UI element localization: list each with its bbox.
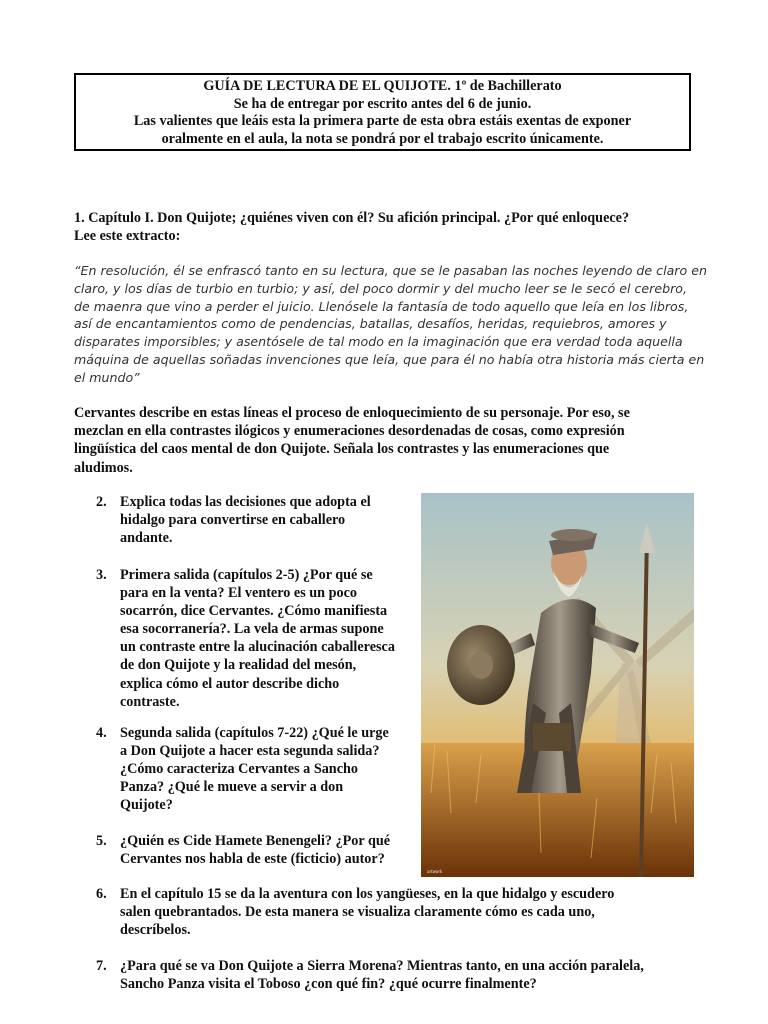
- quote-line: máquina de aquellas soñadas invenciones que leía, que para él no había otra historia más cierta en: [74, 351, 705, 367]
- item-line: contraste.: [120, 693, 180, 710]
- item-number: 4.: [96, 725, 107, 741]
- quote-line: de maenra que vino a perder el juicio. Llenósele la fantasía de todo aquello que leía en los libros,: [74, 298, 689, 314]
- item-number: 5.: [96, 833, 107, 849]
- item-line: ¿Quién es Cide Hamete Benengeli? ¿Por qué: [120, 833, 391, 849]
- item-line: de don Quijote y la realidad del mesón,: [120, 657, 357, 674]
- header-note-line2: oralmente en el aula, la nota se pondrá por el trabajo escrito únicamente.: [161, 130, 604, 147]
- item-line: En el capítulo 15 se da la aventura con los yangüeses, en la que hidalgo y escudero: [120, 886, 615, 902]
- item-number: 7.: [96, 958, 107, 974]
- svg-text:artwork: artwork: [427, 869, 443, 874]
- quote-line: claro, y los días de turbio en turbio; y así, del poco dormir y del mucho leer se le secó el cerebro,: [74, 280, 687, 296]
- item-line: ¿Para qué se va Don Quijote a Sierra Morena? Mientras tanto, en una acción paralela,: [120, 958, 644, 974]
- item-text: [120, 832, 390, 868]
- item-text: [120, 724, 389, 814]
- item-number: 2.: [96, 494, 107, 510]
- item-line: descríbelos.: [120, 922, 191, 939]
- quote-block: [74, 262, 707, 387]
- quote-line: así de encantamientos como de pendencias, batallas, desafíos, heridas, requiebros, amores y: [74, 316, 667, 332]
- item-line: esa socorranería?. La vela de armas supone: [120, 621, 384, 638]
- header-box: [74, 73, 691, 151]
- instructions-paragraph: [74, 404, 698, 477]
- paragraph-line: mezclan en ella contrastes ilógicos y enumeraciones desordenadas de cosas, como expresión: [74, 423, 625, 440]
- item-line: a Don Quijote a hacer esta segunda salida?: [120, 743, 380, 760]
- paragraph-line: aludimos.: [74, 459, 133, 476]
- paragraph-line: Cervantes describe en estas líneas el proceso de enloquecimiento de su personaje. Por eso, se: [74, 405, 630, 421]
- item-line: ¿Cómo caracteriza Cervantes a Sancho: [120, 761, 358, 778]
- item-line: explica cómo el autor describe dicho: [120, 675, 340, 692]
- item-number: 6.: [96, 886, 107, 902]
- question-1-line: 1. Capítulo I. Don Quijote; ¿quiénes viven con él? Su afición principal. ¿Por qué enloquece?: [74, 210, 630, 226]
- item-line: hidalgo para convertirse en caballero: [120, 512, 346, 529]
- header-deadline: Se ha de entregar por escrito antes del 6 de junio.: [233, 95, 532, 112]
- header-note-line1: Las valientes que leáis esta la primera parte de esta obra estáis exentas de exponer: [133, 113, 632, 129]
- item-line: Quijote?: [120, 797, 173, 814]
- quote-line: disparates imporsibles; y asentósele de tal modo en la imaginación que era verdad toda aquella: [74, 334, 683, 350]
- item-line: socarrón, dice Cervantes. ¿Cómo manifiesta: [120, 603, 388, 620]
- question-1: [74, 209, 694, 245]
- don-quijote-illustration: [421, 493, 694, 877]
- item-line: Sancho Panza visita el Toboso ¿con qué fin? ¿qué ocurre finalmente?: [120, 976, 537, 993]
- item-line: salen quebrantados. De esta manera se visualiza claramente cómo es cada uno,: [120, 904, 595, 921]
- item-text: [120, 885, 614, 939]
- item-text: [120, 493, 371, 547]
- item-line: andante.: [120, 530, 173, 547]
- item-number: 3.: [96, 567, 107, 583]
- quote-line: “En resolución, él se enfrascó tanto en su lectura, que se le pasaban las noches leyendo de claro en: [74, 263, 707, 278]
- question-1-line: Lee este extracto:: [74, 228, 181, 244]
- item-line: Panza? ¿Qué le mueve a servir a don: [120, 779, 344, 796]
- item-text: [120, 957, 644, 993]
- item-text: [120, 566, 395, 711]
- item-line: Segunda salida (capítulos 7-22) ¿Qué le urge: [120, 725, 389, 741]
- quote-line: el mundo”: [74, 369, 140, 385]
- item-line: un contraste entre la alucinación caballeresca: [120, 639, 395, 656]
- item-line: Cervantes nos habla de este (ficticio) autor?: [120, 851, 385, 868]
- header-title: GUÍA DE LECTURA DE EL QUIJOTE. 1º de Bachillerato: [203, 78, 562, 94]
- item-line: Explica todas las decisiones que adopta el: [120, 494, 371, 510]
- item-line: Primera salida (capítulos 2-5) ¿Por qué se: [120, 567, 373, 583]
- paragraph-line: lingüística del caos mental de don Quijote. Señala los contrastes y las enumeraciones que: [74, 441, 610, 458]
- item-line: para en la venta? El ventero es un poco: [120, 585, 357, 602]
